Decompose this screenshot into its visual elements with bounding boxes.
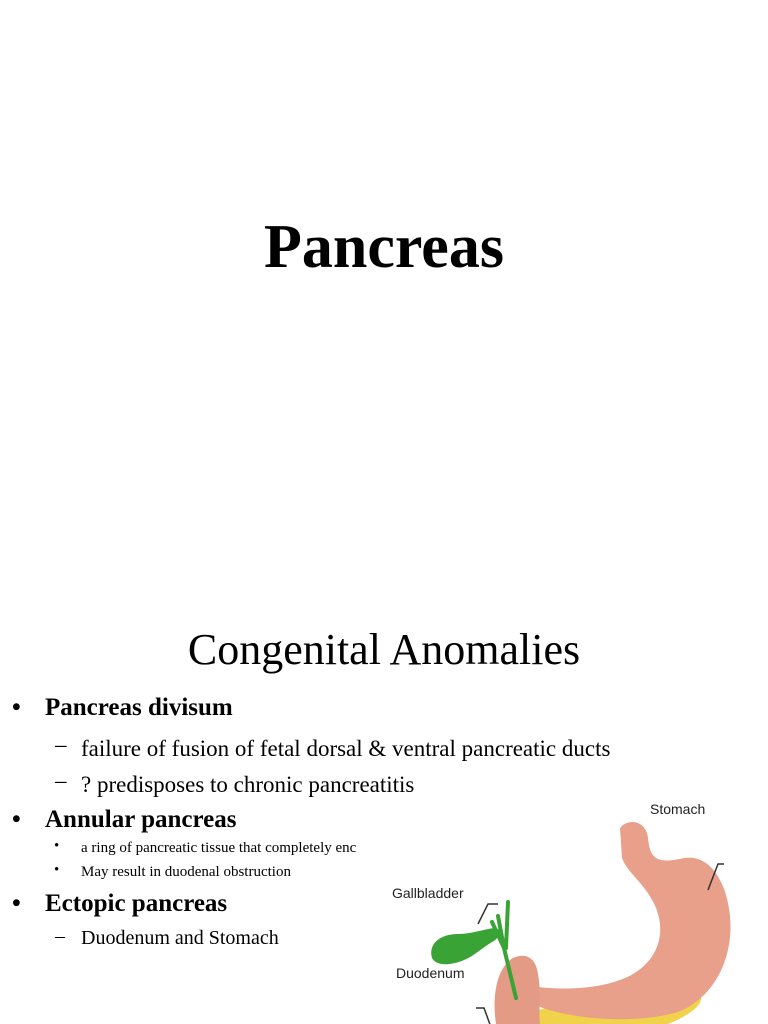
duodenum-shape <box>495 956 540 1024</box>
dash-marker: – <box>55 925 65 947</box>
list-item-text: May result in duodenal obstruction <box>81 864 291 880</box>
gallbladder-label: Gallbladder <box>392 885 464 901</box>
list-item-text: Duodenum and Stomach <box>81 927 279 949</box>
duodenum-leader-line <box>476 1008 492 1024</box>
bullet-marker: • <box>54 838 60 854</box>
bullet-marker: • <box>12 890 21 917</box>
list-item-text: Ectopic pancreas <box>45 890 228 917</box>
dash-marker: – <box>55 768 67 793</box>
dash-marker: – <box>55 732 67 757</box>
bullet-marker: • <box>12 806 21 833</box>
slide-congenital-anomalies <box>0 576 768 1024</box>
stomach-shape <box>527 822 731 1019</box>
anatomy-illustration <box>388 798 768 1024</box>
slide-title-heading: Pancreas <box>264 213 504 281</box>
list-item-text: ? predisposes to chronic pancreatitis <box>81 772 415 797</box>
bullet-marker: • <box>54 862 60 878</box>
gallbladder-leader-line <box>478 904 498 924</box>
list-item-text: Pancreas divisum <box>45 694 233 721</box>
list-item-text: Annular pancreas <box>45 806 237 833</box>
list-item-text: a ring of pancreatic tissue that completely enc <box>81 840 357 856</box>
stomach-label: Stomach <box>650 801 706 817</box>
gallbladder-shape <box>431 928 499 964</box>
bullet-marker: • <box>12 694 21 721</box>
slide-heading: Congenital Anomalies <box>187 625 581 674</box>
duodenum-label: Duodenum <box>396 965 465 981</box>
list-item-text: failure of fusion of fetal dorsal & ventral pancreatic ducts <box>81 736 611 761</box>
